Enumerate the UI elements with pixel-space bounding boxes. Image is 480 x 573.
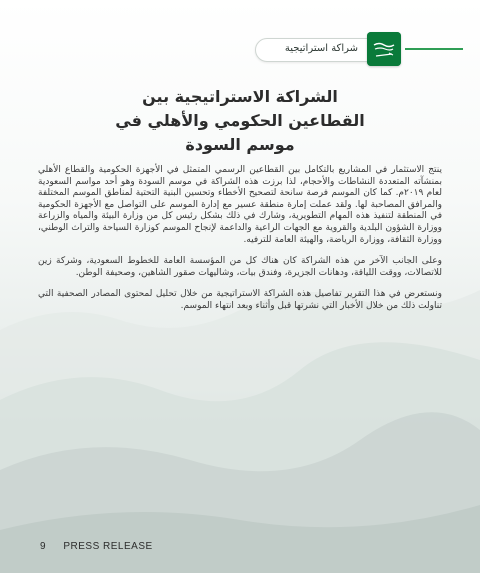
page-footer: [40, 541, 153, 555]
title-line-1: الشراكة الاستراتيجية بين: [142, 87, 338, 106]
page-title: [110, 85, 370, 157]
page-number: 9: [40, 541, 47, 552]
saudi-flag-logo: [367, 32, 401, 66]
title-line-2: القطاعين الحكومي والأهلي في موسم السودة: [115, 111, 365, 154]
paragraph: ينتج الاستثمار في المشاريع بالتكامل بين القطاعين الرسمي المتمثل في الأجهزة الحكومية والقطاع الأهلي بمنشآته المتعددة النشاطات والأحجام، لذا برزت هذه الشراكة في موسم السودة وهو أحد مواسم السعودية لعام ٢٠١٩م. كما كان الموسم فرصة سانحة لتصحيح الأخطاء وتحسين البنية التحتية لمناطق الموسم المختلفة والمرافق المصاحبة لها. ولقد عملت إمارة منطقة عسير مع إدارة الموسم على التواصل مع الأجهزة الحكومية في المنطقة لتنفيذ هذه المهام التطويرية، وشارك في ذلك بشكل رئيس كل من وزارة البيئة والمياه والزراعة ووزارة الشؤون البلدية والقروية مع الجهات الراعية والداعمة لإنجاح الموسم كوزارة السياحة والتراث الوطني، ووزارة الثقافة، ووزارة الرياضة، والهيئة العامة للترفيه.: [38, 165, 442, 245]
footer-label: PRESS RELEASE: [63, 541, 153, 552]
paragraph: ونستعرض في هذا التقرير تفاصيل هذه الشراكة الاستراتيجية من خلال تحليل لمحتوى المصادر الصحفية التي تناولت ذلك من خلال الأخبار التي نشرتها قبل وأثناء وبعد انتهاء الموسم.: [38, 289, 442, 311]
paragraph: وعلى الجانب الآخر من هذه الشراكة كان هناك كل من المؤسسة العامة للخطوط السعودية، وشركة زين للاتصالات، ووقت اللياقة، ودهانات الجزيرة، وفندق بيات، وشاليهات صقور الشاهين، وصحيفة الوطن.: [38, 256, 442, 278]
body-text: [38, 165, 442, 323]
section-header-label: شراكة استراتيجية: [284, 43, 358, 54]
flag-emblem-icon: [367, 32, 401, 66]
header-accent-line: [405, 48, 463, 50]
